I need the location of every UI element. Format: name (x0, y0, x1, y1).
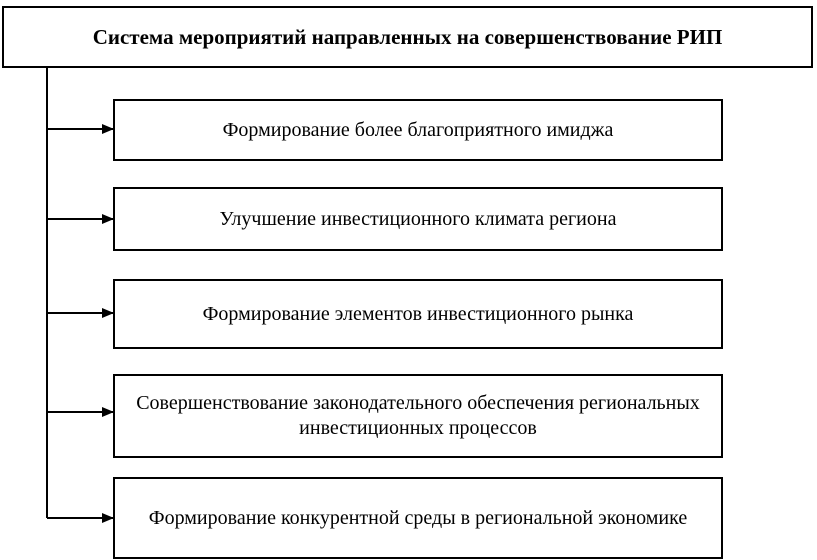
measure-label-2: Улучшение инвестиционного климата региона (219, 207, 617, 230)
measure-box-2 (113, 187, 723, 251)
measure-box-3 (113, 279, 723, 349)
measure-box-5 (113, 477, 723, 559)
measure-box-4 (113, 374, 723, 458)
measure-label-4: Совершенствование законодательного обеспечения региональных инвестиционных процессов (136, 392, 700, 439)
diagram-title: Система мероприятий направленных на совершенствование РИП (92, 24, 723, 49)
measure-label-5: Формирование конкурентной среды в региональной экономике (148, 506, 688, 529)
measure-label-1: Формирование более благоприятного имиджа (222, 118, 614, 141)
measure-label-3: Формирование элементов инвестиционного рынка (202, 302, 634, 325)
measure-box-1 (113, 99, 723, 161)
